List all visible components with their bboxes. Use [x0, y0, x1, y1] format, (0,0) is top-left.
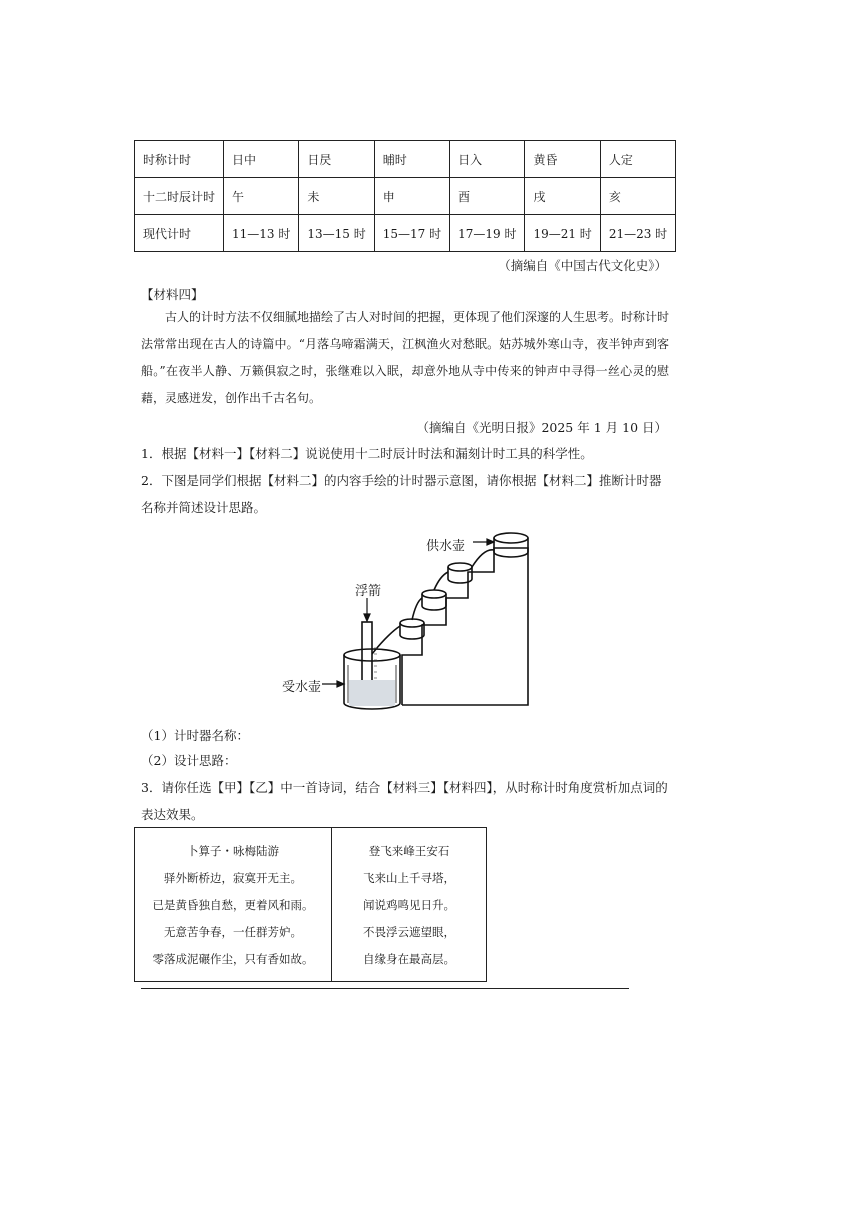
material4-source: （摘编自《光明日报》2025 年 1 月 10 日） — [416, 420, 667, 435]
table-cell: 未 — [299, 178, 374, 215]
table-cell: 日入 — [450, 141, 525, 178]
table-cell: 15—17 时 — [374, 215, 449, 252]
question-2-part-2: （2）设计思路： — [141, 753, 237, 768]
material4-paragraph: 古人的计时方法不仅细腻地描绘了古人对时间的把握，更体现了他们深邃的人生思考。时称计时法常常出现在古人的诗篇中。“月落乌啼霜满天，江枫渔火对愁眠。姑苏城外寒山寺，夜半钟声到客船。”在夜半人静、万籁俱寂之时，张继难以入眠，却意外地从寺中传来的钟声中寻得一丝心灵的慰藉，灵感迸发，创作出千古名句。 — [141, 310, 670, 405]
table-cell: 晡时 — [374, 141, 449, 178]
table-cell: 日中 — [224, 141, 299, 178]
poem-yi — [332, 828, 487, 982]
poem-jia — [135, 828, 332, 982]
poem-line: 自缘身在最高层。 — [363, 952, 455, 966]
time-table — [134, 140, 676, 252]
label-supply-pot: 供水壶 — [426, 539, 466, 554]
table-cell: 申 — [374, 178, 449, 215]
table-cell: 黄昏 — [525, 141, 600, 178]
poem-title: 卜算子・咏梅陆游 — [187, 844, 279, 858]
poem-line: 飞来山上千寻塔， — [363, 871, 455, 885]
table-cell: 人定 — [600, 141, 675, 178]
table-cell: 酉 — [450, 178, 525, 215]
poem-line: 驿外断桥边，寂寞开无主。 — [164, 871, 302, 885]
table-source: （摘编自《中国古代文化史》） — [498, 258, 667, 273]
table-row — [135, 215, 676, 252]
poem-line: 不畏浮云遮望眼， — [363, 925, 455, 939]
table-cell: 11—13 时 — [224, 215, 299, 252]
footer-divider — [141, 988, 629, 989]
question-3: 3．请你任选【甲】【乙】中一首诗词，结合【材料三】【材料四】，从时称计时角度赏析加点词的表达效果。 — [141, 780, 668, 822]
table-cell: 戌 — [525, 178, 600, 215]
poem-line: 闻说鸡鸣见日升。 — [363, 898, 455, 912]
table-cell: 17—19 时 — [450, 215, 525, 252]
table-cell: 现代计时 — [135, 215, 224, 252]
poem-line: 已是黄昏独自愁，更着风和雨。 — [152, 898, 314, 912]
label-float-arrow: 浮箭 — [355, 584, 382, 599]
table-cell: 午 — [224, 178, 299, 215]
poems-table — [134, 827, 487, 982]
table-cell: 19—21 时 — [525, 215, 600, 252]
table-row — [135, 141, 676, 178]
label-receiving-pot: 受水壶 — [282, 680, 322, 695]
table-cell: 21—23 时 — [600, 215, 675, 252]
table-cell: 日昃 — [299, 141, 374, 178]
table-cell: 亥 — [600, 178, 675, 215]
table-cell: 十二时辰计时 — [135, 178, 224, 215]
question-1: 1．根据【材料一】【材料二】说说使用十二时辰计时法和漏刻计时工具的科学性。 — [141, 446, 593, 461]
question-2-part-1: （1）计时器名称： — [141, 728, 249, 743]
table-cell: 时称计时 — [135, 141, 224, 178]
poem-line: 无意苦争春，一任群芳妒。 — [164, 925, 302, 939]
material4-heading: 【材料四】 — [141, 287, 204, 302]
question-2: 2．下图是同学们根据【材料二】的内容手绘的计时器示意图，请你根据【材料二】推断计时器名称并简述设计思路。 — [141, 473, 662, 515]
poem-line: 零落成泥碾作尘，只有香如故。 — [152, 952, 314, 966]
table-cell: 13—15 时 — [299, 215, 374, 252]
table-row — [135, 178, 676, 215]
poem-title: 登飞来峰王安石 — [368, 844, 450, 858]
